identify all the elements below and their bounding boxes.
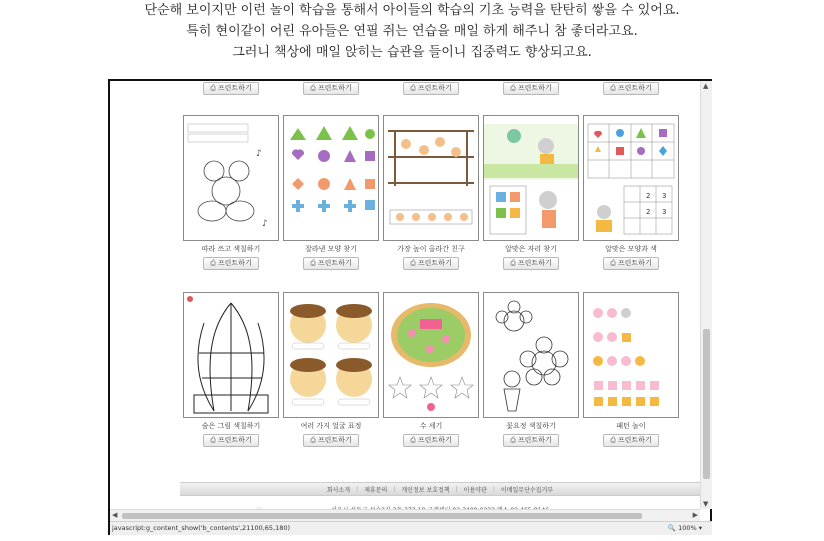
worksheet-card[interactable] <box>583 115 679 270</box>
zoom-control[interactable]: 🔍 100% ▾ <box>667 524 702 532</box>
vertical-scrollbar[interactable] <box>700 81 712 509</box>
print-button[interactable]: ⎙ 프린트하기 <box>603 257 659 270</box>
print-button[interactable]: ⎙ 프린트하기 <box>503 257 559 270</box>
print-button[interactable]: ⎙ 프린트하기 <box>203 257 259 270</box>
print-icon: ⎙ <box>210 84 216 92</box>
worksheet-thumbnail-faces[interactable] <box>283 292 379 418</box>
print-button[interactable]: ⎙ 프린트하기 <box>203 434 259 447</box>
worksheet-thumbnail-shape-color[interactable] <box>583 115 679 241</box>
worksheet-thumbnail-pattern[interactable] <box>583 292 679 418</box>
worksheet-caption: 알맞은 모양과 색 <box>605 245 657 253</box>
print-icon: ⎙ <box>210 436 216 444</box>
intro-text <box>0 0 824 63</box>
svg-text:♪: ♪ <box>256 149 262 159</box>
arrow-right-icon[interactable]: ▶ <box>692 511 698 519</box>
worksheet-caption: 수 세기 <box>419 422 443 430</box>
print-icon: ⎙ <box>510 84 516 92</box>
print-icon: ⎙ <box>510 436 516 444</box>
print-icon: ⎙ <box>610 259 616 267</box>
footer-link-privacy[interactable]: 개인정보 보호정책 <box>401 486 450 494</box>
worksheet-caption: 패턴 놀이 <box>616 422 646 430</box>
print-button[interactable]: ⎙ 프린트하기 <box>303 434 359 447</box>
worksheet-card[interactable] <box>283 292 379 447</box>
horizontal-scrollbar[interactable] <box>110 509 700 521</box>
worksheet-card[interactable] <box>283 115 379 270</box>
print-button[interactable]: ⎙ 프린트하기 <box>403 82 459 95</box>
top-print-buttons <box>110 82 700 96</box>
arrow-down-icon[interactable]: ▼ <box>703 500 709 508</box>
intro-line-1: 단순해 보이지만 이런 놀이 학습을 통해서 아이들의 학습의 기초 능력을 탄탄히 쌓을 수 있어요. <box>144 3 680 18</box>
worksheet-card[interactable] <box>483 115 579 270</box>
print-button[interactable]: ⎙ 프린트하기 <box>603 434 659 447</box>
footer-link-company[interactable]: 회사소개 <box>326 486 351 494</box>
worksheet-caption: 꽃요정 색칠하기 <box>506 422 556 430</box>
print-icon: ⎙ <box>310 84 316 92</box>
status-url: javascript:g_content_show('b_contents',21100,65,180) <box>112 524 291 532</box>
embedded-browser-window <box>108 79 712 535</box>
print-button[interactable]: ⎙ 프린트하기 <box>303 257 359 270</box>
worksheet-caption: 여러 가지 얼굴 표정 <box>300 422 362 430</box>
print-icon: ⎙ <box>610 84 616 92</box>
worksheet-thumbnail-shapes[interactable] <box>283 115 379 241</box>
print-icon: ⎙ <box>410 259 416 267</box>
print-icon: ⎙ <box>510 259 516 267</box>
print-icon: ⎙ <box>310 259 316 267</box>
print-button[interactable]: ⎙ 프린트하기 <box>403 257 459 270</box>
print-icon: ⎙ <box>610 436 616 444</box>
worksheet-viewport <box>110 81 700 509</box>
print-button[interactable]: ⎙ 프린트하기 <box>503 434 559 447</box>
horizontal-scroll-thumb[interactable] <box>122 513 642 519</box>
svg-text:♪: ♪ <box>262 219 268 229</box>
vertical-scroll-thumb[interactable] <box>703 329 710 479</box>
svg-text:2: 2 <box>646 192 651 200</box>
worksheet-caption: 따라 쓰고 색칠하기 <box>201 245 261 253</box>
worksheet-caption: 잘라낸 모양 찾기 <box>305 245 357 253</box>
footer-nav: 회사소개 | 제휴문의 | 개인정보 보호정책 | 이용약관 | 이메일무단수집거부 <box>180 482 700 496</box>
print-icon: ⎙ <box>410 436 416 444</box>
worksheet-thumbnail-tracing[interactable] <box>183 115 279 241</box>
worksheet-card[interactable] <box>383 115 479 270</box>
print-button[interactable]: ⎙ 프린트하기 <box>503 82 559 95</box>
footer-link-partnership[interactable]: 제휴문의 <box>364 486 388 494</box>
worksheet-caption: 알맞은 자리 찾기 <box>505 245 557 253</box>
worksheet-caption: 가장 높이 올라간 친구 <box>397 245 465 253</box>
footer-link-terms[interactable]: 이용약관 <box>463 486 487 494</box>
worksheet-caption: 숨은 그림 색칠하기 <box>201 422 261 430</box>
status-bar <box>110 521 712 535</box>
worksheet-card[interactable] <box>183 292 279 447</box>
worksheet-thumbnail-fairy[interactable] <box>483 292 579 418</box>
zoom-level: 100% <box>678 524 697 532</box>
worksheet-card[interactable] <box>583 292 679 447</box>
svg-text:2: 2 <box>646 208 651 216</box>
intro-line-3: 그러니 책상에 매일 앉히는 습관을 들이니 집중력도 향상되고요. <box>232 45 592 60</box>
svg-text:3: 3 <box>662 208 667 216</box>
print-button[interactable]: ⎙ 프린트하기 <box>403 434 459 447</box>
worksheet-card[interactable] <box>483 292 579 447</box>
print-icon: ⎙ <box>410 84 416 92</box>
print-icon: ⎙ <box>310 436 316 444</box>
arrow-up-icon[interactable]: ▲ <box>703 82 709 90</box>
arrow-left-icon[interactable]: ◀ <box>112 511 118 519</box>
footer-link-email-policy[interactable]: 이메일무단수집거부 <box>500 486 554 494</box>
worksheet-card[interactable] <box>183 115 279 270</box>
worksheet-card[interactable] <box>383 292 479 447</box>
print-button[interactable]: ⎙ 프린트하기 <box>603 82 659 95</box>
print-button[interactable]: ⎙ 프린트하기 <box>303 82 359 95</box>
print-icon: ⎙ <box>210 259 216 267</box>
worksheet-thumbnail-climbing[interactable] <box>383 115 479 241</box>
worksheet-thumbnail-counting[interactable] <box>383 292 479 418</box>
print-button[interactable]: ⎙ 프린트하기 <box>203 82 259 95</box>
svg-text:3: 3 <box>662 192 667 200</box>
worksheet-thumbnail-position[interactable] <box>483 115 579 241</box>
magnifier-icon: 🔍 <box>667 524 676 532</box>
intro-line-2: 특히 현이같이 어린 유아들은 연필 쥐는 연습을 매일 하게 해주니 참 좋더라고요. <box>186 24 638 39</box>
worksheet-thumbnail-hidden-picture[interactable] <box>183 292 279 418</box>
